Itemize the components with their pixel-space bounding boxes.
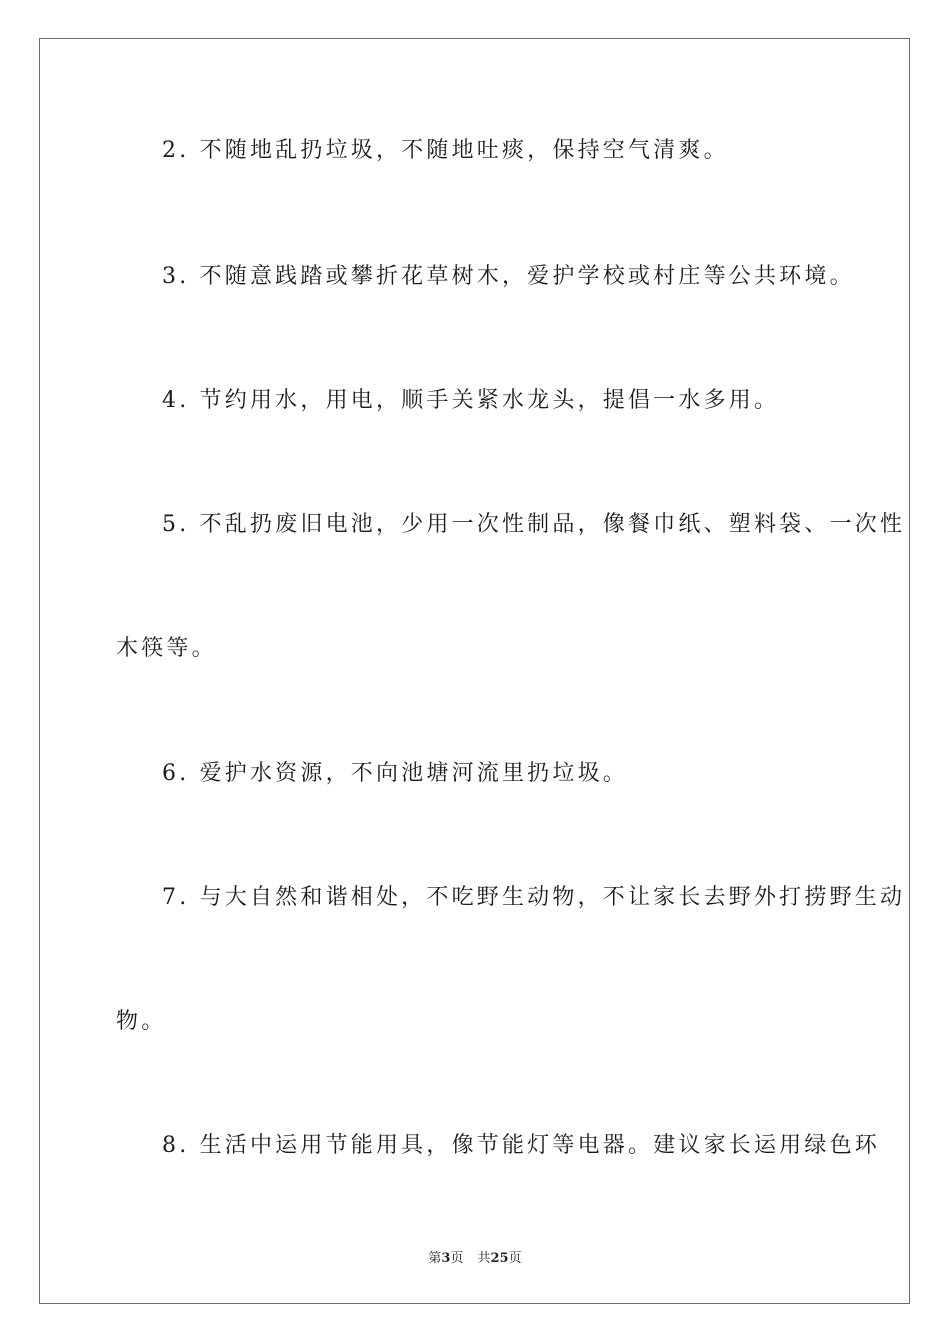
paragraph-8: 8. 生活中运用节能用具，像节能灯等电器。建议家长运用绿色环 [162,1133,880,1158]
paragraph-7-line-2: 物。 [116,1009,167,1034]
page-footer [0,1247,950,1266]
paragraph-4: 4. 节约用水，用电，顺手关紧水龙头，提倡一水多用。 [162,388,780,413]
paragraph-7-line-1: 7. 与大自然和谐相处，不吃野生动物，不让家长去野外打捞野生动 [162,885,906,910]
paragraph-2: 2. 不随地乱扔垃圾，不随地吐痰，保持空气清爽。 [162,138,729,163]
paragraph-6: 6. 爱护水资源，不向池塘河流里扔垃圾。 [162,761,628,786]
total-pages: 25 [490,1251,509,1266]
page-suffix: 页 [450,1251,464,1266]
page-number: 3 [441,1251,451,1266]
paragraph-5-line-1: 5. 不乱扔废旧电池，少用一次性制品，像餐巾纸、塑料袋、一次性 [162,512,906,537]
paragraph-3: 3. 不随意践踏或攀折花草树木，爱护学校或村庄等公共环境。 [162,264,855,289]
page-frame [39,38,910,1304]
page-prefix: 第 [428,1251,442,1266]
paragraph-5-line-2: 木筷等。 [116,636,217,661]
total-suffix: 页 [508,1251,522,1266]
total-prefix: 共 [477,1251,491,1266]
